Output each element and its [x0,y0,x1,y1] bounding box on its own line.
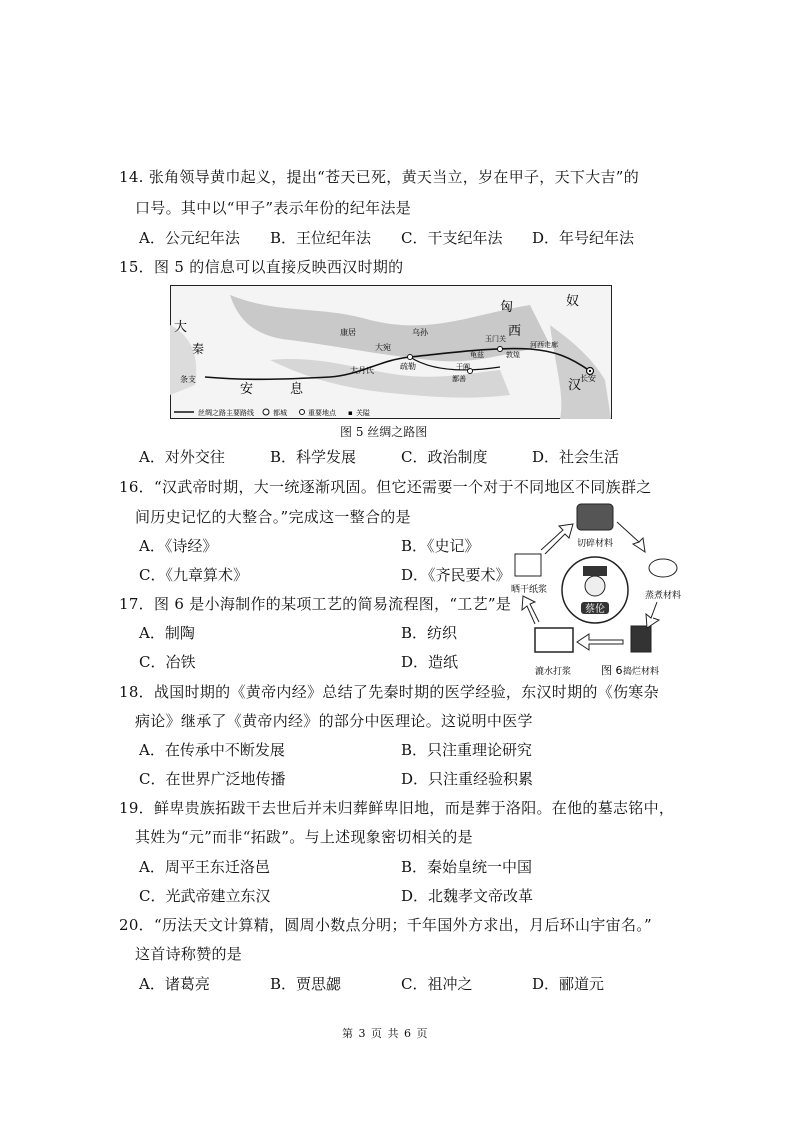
figure-5-caption: 图 5 丝绸之路图 [340,425,428,439]
q15-option-d: D．社会生活 [532,448,620,466]
q18-option-b: B．只注重理论研究 [401,741,533,759]
map-label-yumen: 玉门关 [485,335,506,343]
arrow-pound-to-pulp [577,634,623,650]
page-footer: 第 3 页 共 6 页 [342,1027,429,1040]
map-label-yuezhi: 大月氏 [350,366,374,375]
q14-option-d: D．年号纪年法 [532,229,635,247]
map-label-yutian: 于阗 [456,363,470,371]
legend-capital: 都城 [273,409,287,417]
q16-stem-line1: 16．“汉武帝时期，大一统逐渐巩固。但它还需要一个对于不同地区不同族群之 [119,478,652,496]
map-label-kangju: 康居 [340,328,356,337]
legend-place: 重要地点 [308,409,336,417]
map-label-han: 汉 [568,378,582,393]
cai-lun-label: 蔡伦 [585,604,605,615]
map-label-anxi-an: 安 [240,382,254,397]
legend-place-icon [300,410,305,415]
pulp-vat-icon [535,628,573,652]
legend-capital-icon [263,409,269,415]
map-label-xiongnu-xiong: 匈 [500,300,514,315]
legend-route: 丝绸之路主要路线 [198,409,254,417]
steam-pot-icon [649,559,677,577]
step-chop-label: 切碎材料 [576,539,614,549]
map-label-qiuci: 龟兹 [470,351,484,359]
step-pulp-label: 漉水打浆 [534,667,572,677]
step-steam-label: 蒸煮材料 [644,591,682,601]
q16-stem-line2: 间历史记忆的大整合。”完成这一整合的是 [135,508,411,526]
arrow-steam-to-pound [646,602,659,628]
dry-sheets-icon [515,554,541,576]
arrow-pulp-to-dry [522,596,539,624]
q14-stem-line2: 口号。其中以“甲子”表示年份的纪年法是 [135,199,412,217]
changan-capital-dot [589,370,591,372]
dunhuang-marker [498,347,503,352]
q17-option-b: B．纺织 [401,624,458,642]
q17-option-d: D．造纸 [401,653,459,671]
q18-option-c: C．在世界广泛地传播 [139,770,286,788]
q20-option-a: A．诸葛亮 [139,975,210,993]
shule-marker [408,355,413,360]
q17-stem: 17．图 6 是小海制作的某项工艺的简易流程图，“工艺”是 [119,595,512,613]
map-label-jiaoli: 条支 [180,375,196,384]
q20-option-d: D．郦道元 [532,975,605,993]
legend-pass-icon: ▪ [348,409,353,417]
map-label-xiongnu-nu: 奴 [566,294,580,309]
q17-option-a: A．制陶 [139,624,195,642]
map-label-xi: 西 [508,324,522,339]
map-label-qin: 秦 [192,342,205,356]
cai-lun-face [585,576,605,596]
q14-option-b: B．王位纪年法 [270,229,372,247]
q18-stem-line2: 病论》继承了《黄帝内经》的部分中医理论。这说明中医学 [135,712,533,730]
arrow-chop-to-steam [617,522,645,552]
q20-option-c: C．祖冲之 [401,975,473,993]
q14-option-c: C．干支纪年法 [401,229,503,247]
q20-stem-line1: 20．“历法天文计算精，圆周小数点分明；千年国外方求出，月后环山宇宙名。” [119,916,653,934]
q15-option-b: B．科学发展 [270,448,357,466]
step-pound-label: 捣烂材料 [622,667,660,677]
step-dry-label: 晒干纸浆 [510,585,548,595]
map-label-shanshan: 鄯善 [452,375,466,383]
map-label-dayuan: 大宛 [375,343,391,352]
map-label-shule: 疏勒 [400,362,416,371]
map-label-changan: 长安 [580,374,596,383]
q19-option-d: D．北魏孝文帝改革 [401,887,534,905]
q19-option-c: C．光武帝建立东汉 [139,887,271,905]
q17-option-c: C．冶铁 [139,653,196,671]
silk-road-map [170,285,612,419]
legend-pass: 关隘 [356,409,370,417]
q15-stem: 15．图 5 的信息可以直接反映西汉时期的 [119,258,404,276]
arrow-dry-to-chop [541,524,573,554]
map-label-hexi: 河西走廊 [530,341,558,349]
q15-option-a: A．对外交往 [139,448,225,466]
chop-icon [577,504,613,530]
q16-option-d: D．《齐民要术》 [401,566,511,584]
map-label-wusun: 乌孙 [412,328,428,337]
q14-stem-line1: 14. 张角领导黄巾起义，提出“苍天已死，黄天当立，岁在甲子，天下大吉”的 [119,168,640,186]
q20-stem-line2: 这首诗称赞的是 [135,945,243,963]
q15-option-c: C．政治制度 [401,448,488,466]
q18-stem-line1: 18．战国时期的《黄帝内经》总结了先秦时期的医学经验，东汉时期的《伤寒杂 [119,683,659,701]
q18-option-d: D．只注重经验积累 [401,770,534,788]
papermaking-flow-diagram [505,498,685,680]
map-label-da: 大 [174,320,188,335]
q14-option-a: A．公元纪年法 [139,229,240,247]
map-label-dunhuang: 敦煌 [506,351,520,359]
q16-option-a: A．《诗经》 [139,537,218,555]
q19-stem-line1: 19．鲜卑贵族拓跋干去世后并未归葬鲜卑旧地，而是葬于洛阳。在他的墓志铭中， [119,799,675,817]
q20-option-b: B．贾思勰 [270,975,342,993]
q16-option-b: B．《史记》 [401,537,480,555]
figure-6-caption: 图 6 [601,664,623,677]
pound-mortar-icon [631,626,651,652]
q19-stem-line2: 其姓为“元”而非“拓跋”。与上述现象密切相关的是 [135,828,473,846]
map-label-anxi-xi: 息 [290,382,304,397]
q19-option-a: A．周平王东迁洛邑 [139,858,270,876]
cai-lun-hat [583,566,607,576]
q19-option-b: B．秦始皇统一中国 [401,858,533,876]
q16-option-c: C．《九章算术》 [139,566,248,584]
q18-option-a: A．在传承中不断发展 [139,741,285,759]
